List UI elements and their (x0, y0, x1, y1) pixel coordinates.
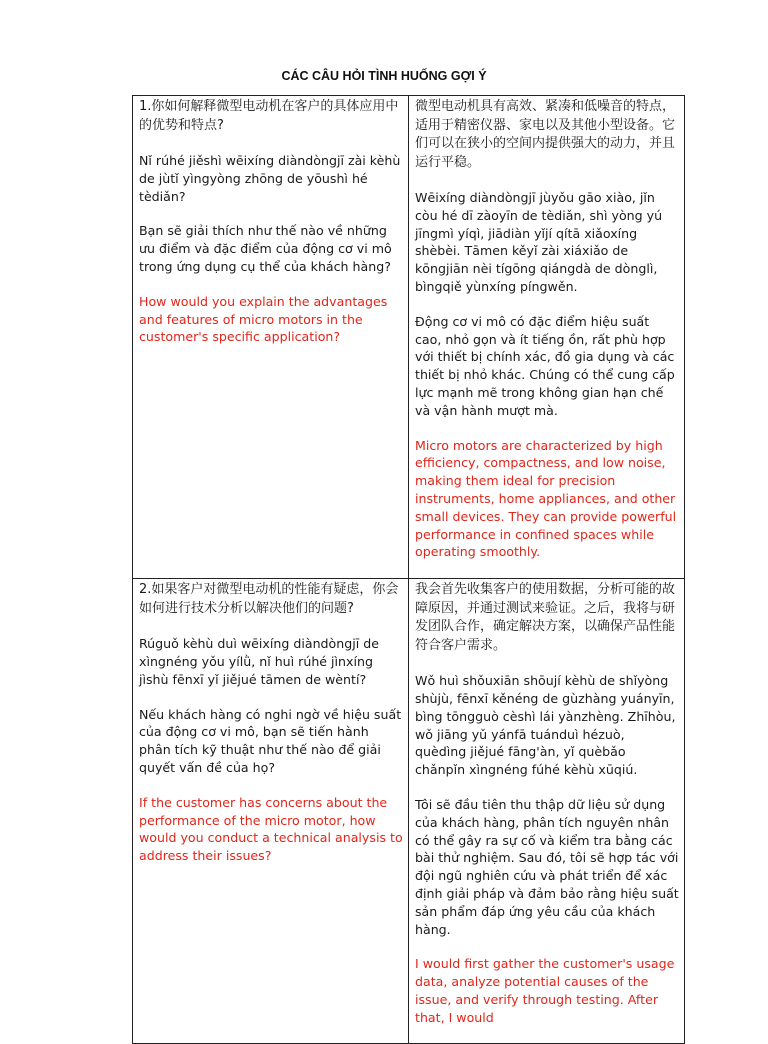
answer-english: I would first gather the customer's usage data, analyze potential causes of the issue, and verify through testing. After that, I would (415, 956, 675, 1025)
answer-vietnamese: Động cơ vi mô có đặc điểm hiệu suất cao, nhỏ gọn và ít tiếng ồn, rất phù hợp với thiết bị chính xác, đồ gia dụng và các thiết bị nhỏ khác. Chúng có thể cung cấp lực mạnh mẽ trong không gian hạn chế và vận hành mượt mà. (415, 313, 675, 418)
answer-vietnamese: Tôi sẽ đầu tiên thu thập dữ liệu sử dụng của khách hàng, phân tích nguyên nhân có thể gây ra sự cố và kiểm tra bằng các bài thử nghiệm. Sau đó, tôi sẽ hợp tác với đội ngũ nghiên cứu và phát triển để xác định giải pháp và đảm bảo rằng hiệu suất sản phẩm đáp ứng yêu cầu của khách hàng. (415, 796, 679, 937)
table-row (133, 96, 685, 579)
answer-cell (409, 96, 685, 579)
answer-chinese: 微型电动机具有高效、紧凑和低噪音的特点，适用于精密仪器、家电以及其他小型设备。它们可以在狭小的空间内提供强大的动力，并且运行平稳。 (415, 99, 676, 170)
document-title: CÁC CÂU HỎI TÌNH HUỐNG GỢI Ý (281, 69, 487, 83)
question-pinyin: Rúguǒ kèhù duì wēixíng diàndòngjī de xìngnéng yǒu yílǜ, nǐ huì rúhé jìnxíng jìshù fēnxī yǐ jiějué tāmen de wèntí? (139, 636, 379, 687)
question-cell (133, 96, 409, 579)
question-chinese: 1.你如何解释微型电动机在客户的具体应用中的优势和特点? (139, 99, 399, 133)
answer-chinese: 我会首先收集客户的使用数据，分析可能的故障原因，并通过测试来验证。之后，我将与研发团队合作，确定解决方案，以确保产品性能符合客户需求。 (415, 582, 676, 653)
question-pinyin: Nǐ rúhé jiěshì wēixíng diàndòngjī zài kèhù de jùtǐ yìngyòng zhōng de yōushì hé tèdiǎn? (139, 153, 401, 204)
question-english: How would you explain the advantages and features of micro motors in the customer's specific application? (139, 293, 388, 345)
question-chinese: 2.如果客户对微型电动机的性能有疑虑，你会如何进行技术分析以解决他们的问题? (139, 582, 399, 616)
question-vietnamese: Nếu khách hàng có nghi ngờ về hiệu suất của động cơ vi mô, bạn sẽ tiến hành phân tích kỹ thuật như thế nào để giải quyết vấn đề của họ? (139, 706, 402, 775)
answer-cell (409, 579, 685, 1044)
answer-pinyin: Wēixíng diàndòngjī jùyǒu gāo xiào, jǐn còu hé dī zàoyīn de tèdiǎn, shì yòng yú jīngmì yíqì, jiādiàn yǐjí qítā xiǎoxíng shèbèi. Tāmen kěyǐ zài xiáxiǎo de kōngjiān nèi tígōng qiángdà de dònglì, bìngqiě yùnxíng píngwěn. (415, 190, 663, 294)
question-vietnamese: Bạn sẽ giải thích như thế nào về những ưu điểm và đặc điểm của động cơ vi mô trong ứng dụng cụ thể của khách hàng? (139, 223, 392, 274)
question-cell (133, 579, 409, 1044)
question-english: If the customer has concerns about the performance of the micro motor, how would you conduct a technical analysis to address their issues? (139, 794, 403, 864)
table-row (133, 579, 685, 1044)
answer-english: Micro motors are characterized by high efficiency, compactness, and low noise, making them ideal for precision instruments, home appliances, and other small devices. They can provide powerful performance in confined spaces while operating smoothly. (415, 437, 677, 560)
qa-table (132, 95, 685, 1044)
answer-pinyin: Wǒ huì shǒuxiān shōují kèhù de shǐyòng shùjù, fēnxī kěnéng de gùzhàng yuányīn, bìng tōngguò cèshì lái yànzhèng. Zhīhòu, wǒ jiāng yǔ yánfā tuánduì hézuò, quèdìng jiějué fāng'àn, yǐ quèbǎo chǎnpǐn xìngnéng fúhé kèhù xūqiú. (415, 673, 676, 778)
